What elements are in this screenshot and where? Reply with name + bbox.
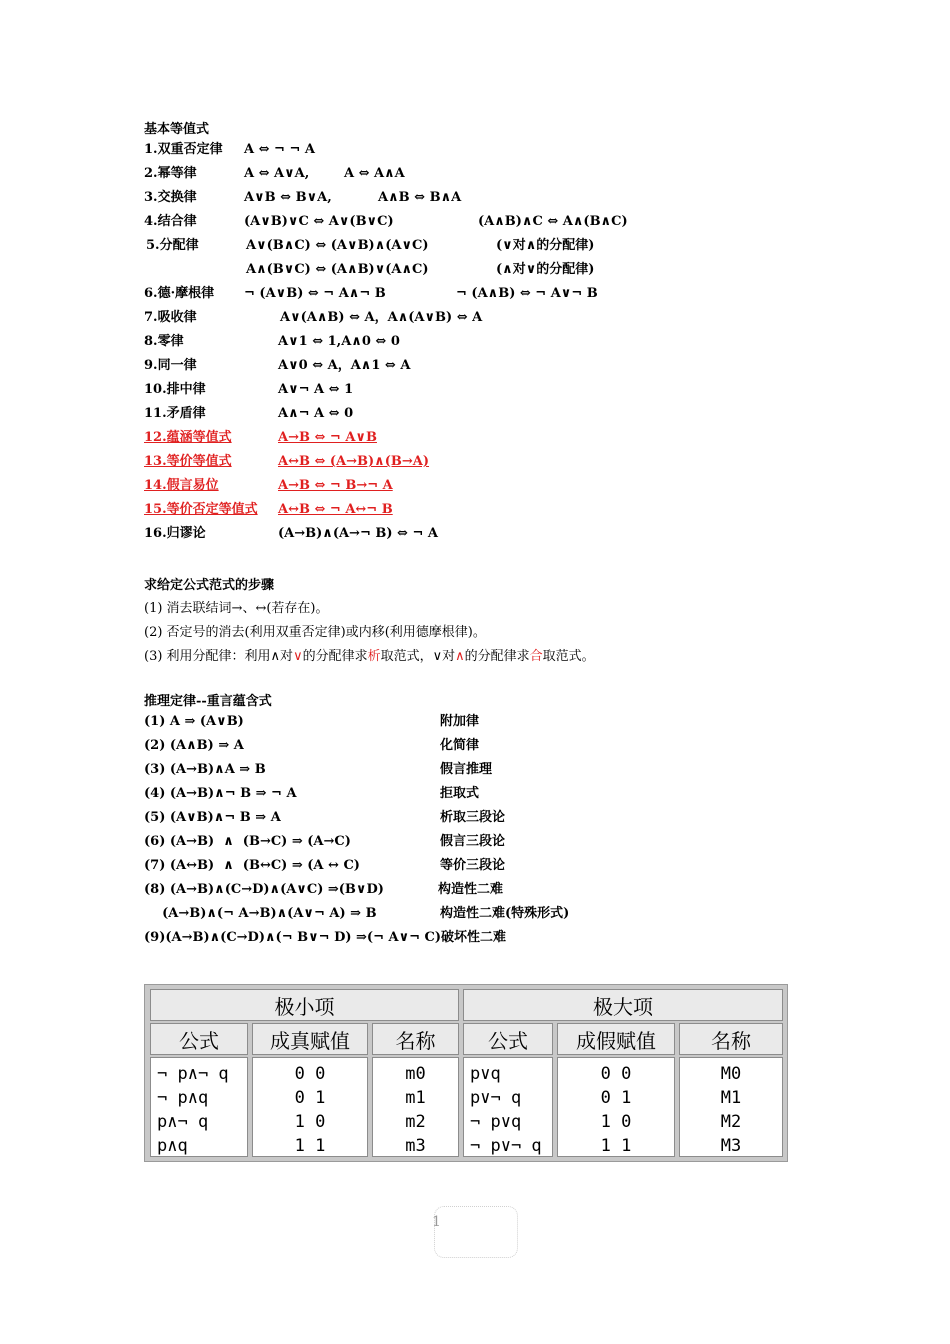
rule-formula: (5) (A∨B)∧¬ B ⇒ A — [144, 810, 281, 825]
law-name: 13.等价等值式 — [144, 454, 232, 469]
law-formula: A→B ⇔ ¬ A∨B — [278, 430, 377, 445]
table-cell: 1 0 — [294, 1112, 326, 1132]
law-formula: A↔B ⇔ (A→B)∧(B→A) — [278, 454, 430, 469]
page-number-frame — [434, 1206, 518, 1258]
rule-formula: (7) (A↔B) ∧ (B↔C) ⇒ (A ↔ C) — [144, 858, 360, 873]
table-cell: p∧q — [157, 1136, 188, 1156]
rule-name: 析取三段论 — [440, 810, 506, 825]
table-cell: 1 1 — [600, 1136, 632, 1156]
step-3-part: 的分配律求 — [302, 649, 368, 664]
law-formula: A∧¬ A ⇔ 0 — [278, 406, 354, 421]
law-name: 9.同一律 — [144, 358, 197, 373]
law-formula: (A→B)∧(A→¬ B) ⇔ ¬ A — [278, 526, 438, 541]
law-name: 5.分配律 — [146, 238, 199, 253]
table-cell: m0 — [405, 1064, 426, 1084]
section-title-equivalences: 基本等值式 — [144, 122, 210, 137]
page-number: 1 — [432, 1214, 441, 1230]
table-cell: ¬ p∧¬ q — [157, 1064, 229, 1084]
table-cell: M0 — [720, 1064, 742, 1084]
law-name: 6.德·摩根律 — [144, 286, 215, 301]
law-name: 1.双重否定律 — [144, 142, 223, 157]
law-formula-2: (A∧B)∧C ⇔ A∧(B∧C) — [478, 214, 628, 229]
step-3-highlight: ∨ — [293, 649, 303, 664]
rule-name: 等价三段论 — [440, 858, 506, 873]
step-3-highlight: 合 — [529, 649, 543, 664]
minterm-maxterm-table — [144, 984, 788, 1162]
law-formula: A∧(B∨C) ⇔ (A∧B)∨(A∧C) — [246, 262, 429, 277]
rule-name: 附加律 — [440, 714, 480, 729]
rule-name: 化简律 — [440, 738, 480, 753]
table-body-min-formulas — [150, 1057, 248, 1157]
step-3-highlight: ∧ — [455, 649, 465, 664]
law-formula-2: A ⇔ A∧A — [344, 166, 405, 181]
rule-name: 构造性二难 — [438, 882, 504, 897]
law-formula: A→B ⇔ ¬ B→¬ A — [278, 478, 393, 493]
table-cell: 0 1 — [294, 1088, 326, 1108]
table-cell: 0 1 — [600, 1088, 632, 1108]
table-col-formula: 公式 — [150, 1023, 248, 1055]
table-cell: ¬ p∨q — [470, 1112, 522, 1132]
table-cell: p∧¬ q — [157, 1112, 209, 1132]
law-name: 16.归谬论 — [144, 526, 206, 541]
law-name: 8.零律 — [144, 334, 184, 349]
table-col-formula: 公式 — [463, 1023, 553, 1055]
table-col-true-assign: 成真赋值 — [252, 1023, 368, 1055]
law-formula: ¬ (A∨B) ⇔ ¬ A∧¬ B — [244, 286, 386, 301]
table-col-false-assign: 成假赋值 — [557, 1023, 675, 1055]
step-3 — [144, 645, 595, 664]
table-body-min-values — [252, 1057, 368, 1157]
law-formula-2: A∧B ⇔ B∧A — [378, 190, 462, 205]
rule-formula: (3) (A→B)∧A ⇒ B — [144, 762, 266, 777]
table-cell: p∨q — [470, 1064, 501, 1084]
law-formula-2: (∧对∨的分配律) — [496, 262, 595, 277]
law-formula: A∨¬ A ⇔ 1 — [278, 382, 354, 397]
rule-formula: (9)(A→B)∧(C→D)∧(¬ B∨¬ D) ⇒(¬ A∨¬ C)破坏性二难 — [144, 930, 507, 945]
law-formula: A∨0 ⇔ A，A∧1 ⇔ A — [278, 358, 411, 373]
law-formula: A ⇔ ¬ ¬ A — [244, 142, 315, 157]
table-cell: M1 — [720, 1088, 742, 1108]
law-name: 3.交换律 — [144, 190, 197, 205]
rule-name: 假言推理 — [440, 762, 493, 777]
rule-formula: (8) (A→B)∧(C→D)∧(A∨C) ⇒(B∨D) — [144, 882, 384, 897]
table-cell: m2 — [405, 1112, 426, 1132]
rule-formula: (A→B)∧(¬ A→B)∧(A∨¬ A) ⇒ B — [144, 906, 377, 921]
law-name: 4.结合律 — [144, 214, 197, 229]
step-2: (2) 否定号的消去(利用双重否定律)或内移(利用德摩根律)。 — [144, 625, 486, 640]
law-name: 12.蕴涵等值式 — [144, 430, 232, 445]
law-formula: (A∨B)∨C ⇔ A∨(B∨C) — [244, 214, 394, 229]
step-3-part: (3) 利用分配律：利用∧对 — [144, 649, 294, 664]
step-1: (1) 消去联结词→、↔(若存在)。 — [144, 601, 329, 616]
table-body-max-formulas — [463, 1057, 553, 1157]
law-formula: A∨B ⇔ B∨A, — [244, 190, 332, 205]
table-cell: m1 — [405, 1088, 426, 1108]
table-col-name: 名称 — [372, 1023, 459, 1055]
table-body-max-values — [557, 1057, 675, 1157]
step-3-part: 取范式，∨对 — [380, 649, 456, 664]
rule-formula: (6) (A→B) ∧ (B→C) ⇒ (A→C) — [144, 834, 351, 849]
table-header-maxterm: 极大项 — [463, 989, 783, 1021]
table-body-max-names — [679, 1057, 783, 1157]
law-name: 10.排中律 — [144, 382, 206, 397]
table-cell: 1 0 — [600, 1112, 632, 1132]
table-cell: m3 — [405, 1136, 426, 1156]
step-3-part: 的分配律求 — [464, 649, 530, 664]
table-cell: M3 — [720, 1136, 742, 1156]
rule-name: 假言三段论 — [440, 834, 506, 849]
law-name: 7.吸收律 — [144, 310, 197, 325]
rule-name: 构造性二难(特殊形式) — [440, 906, 570, 921]
table-cell: ¬ p∨¬ q — [470, 1136, 542, 1156]
law-formula-2: (∨对∧的分配律) — [496, 238, 595, 253]
table-cell: 1 1 — [294, 1136, 326, 1156]
step-3-highlight: 析 — [367, 649, 381, 664]
law-formula: A∨(B∧C) ⇔ (A∨B)∧(A∨C) — [246, 238, 429, 253]
table-header-minterm: 极小项 — [150, 989, 459, 1021]
law-formula: A∨(A∧B) ⇔ A，A∧(A∨B) ⇔ A — [280, 310, 483, 325]
table-cell: ¬ p∧q — [157, 1088, 209, 1108]
step-3-part: 取范式。 — [542, 649, 595, 664]
rule-formula: (2) (A∧B) ⇒ A — [144, 738, 244, 753]
law-formula: A∨1 ⇔ 1,A∧0 ⇔ 0 — [278, 334, 400, 349]
law-name: 14.假言易位 — [144, 478, 219, 493]
law-name: 2.幂等律 — [144, 166, 197, 181]
table-col-name: 名称 — [679, 1023, 783, 1055]
section-title-inference: 推理定律--重言蕴含式 — [144, 694, 272, 709]
table-body-min-names — [372, 1057, 459, 1157]
law-formula: A↔B ⇔ ¬ A↔¬ B — [278, 502, 393, 517]
table-cell: 0 0 — [294, 1064, 326, 1084]
law-name: 11.矛盾律 — [144, 406, 206, 421]
law-formula-2: ¬ (A∧B) ⇔ ¬ A∨¬ B — [456, 286, 598, 301]
section-title-normal-form: 求给定公式范式的步骤 — [144, 578, 275, 593]
rule-formula: (1) A ⇒ (A∨B) — [144, 714, 244, 729]
table-cell: M2 — [720, 1112, 742, 1132]
law-formula: A ⇔ A∨A, — [244, 166, 310, 181]
rule-name: 拒取式 — [440, 786, 480, 801]
law-name: 15.等价否定等值式 — [144, 502, 258, 517]
table-cell: p∨¬ q — [470, 1088, 522, 1108]
table-cell: 0 0 — [600, 1064, 632, 1084]
rule-formula: (4) (A→B)∧¬ B ⇒ ¬ A — [144, 786, 297, 801]
